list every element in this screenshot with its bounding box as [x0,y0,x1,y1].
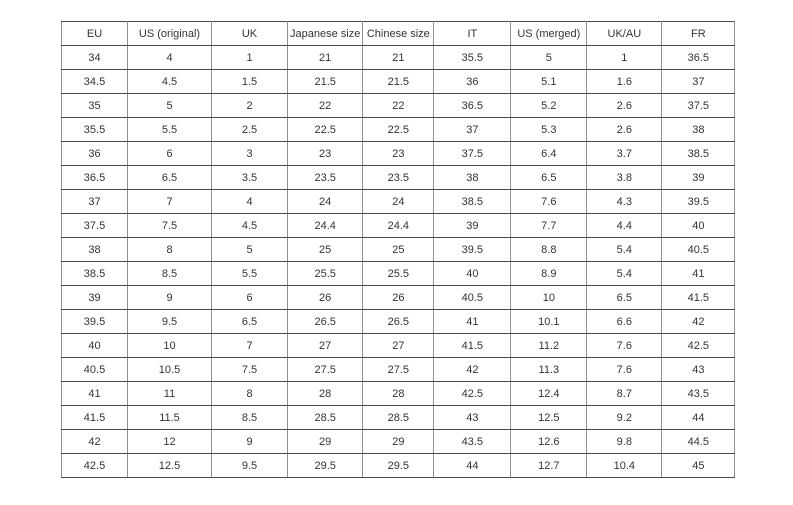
table-cell: 9.5 [212,454,288,478]
table-cell: 8.7 [587,382,662,406]
table-cell: 39 [434,214,511,238]
table-row [62,238,735,262]
table-cell: 43 [662,358,735,382]
table-cell: 38.5 [434,190,511,214]
table-cell: 3.8 [587,166,662,190]
table-cell: 38 [434,166,511,190]
table-cell: 28 [363,382,434,406]
table-cell: 10.4 [587,454,662,478]
table-cell: 44 [662,406,735,430]
table-row [62,46,735,70]
table-cell: 3 [212,142,288,166]
table-cell: 6.4 [511,142,587,166]
table-cell: 4.4 [587,214,662,238]
table-cell: 11.2 [511,334,587,358]
table-cell: 5.4 [587,238,662,262]
table-cell: 6.5 [511,166,587,190]
table-cell: 12.5 [511,406,587,430]
table-cell: 41 [662,262,735,286]
table-cell: 8.9 [511,262,587,286]
table-cell: 38.5 [662,142,735,166]
table-cell: 40 [662,214,735,238]
table-cell: 9.8 [587,430,662,454]
table-cell: 5 [128,94,212,118]
table-row [62,382,735,406]
table-cell: 7.5 [128,214,212,238]
table-cell: 5 [511,46,587,70]
table-cell: 40 [434,262,511,286]
table-cell: 7.6 [587,358,662,382]
table-row [62,430,735,454]
table-cell: 9 [128,286,212,310]
column-header: US (original) [128,22,212,46]
table-cell: 41 [434,310,511,334]
table-cell: 2.5 [212,118,288,142]
table-cell: 21.5 [363,70,434,94]
table-cell: 6.5 [212,310,288,334]
table-cell: 28 [288,382,363,406]
table-cell: 38 [62,238,128,262]
table-cell: 29.5 [363,454,434,478]
table-cell: 6 [212,286,288,310]
table-cell: 5.3 [511,118,587,142]
table-cell: 42 [62,430,128,454]
table-body [62,46,735,478]
column-header: IT [434,22,511,46]
table-cell: 37.5 [662,94,735,118]
table-cell: 8.8 [511,238,587,262]
table-cell: 3.5 [212,166,288,190]
table-cell: 10 [511,286,587,310]
table-cell: 22.5 [363,118,434,142]
table-cell: 36.5 [62,166,128,190]
table-cell: 42.5 [434,382,511,406]
table-cell: 44.5 [662,430,735,454]
table-cell: 41.5 [662,286,735,310]
table-cell: 42 [662,310,735,334]
table-cell: 24.4 [288,214,363,238]
table-cell: 6.6 [587,310,662,334]
table-cell: 10.1 [511,310,587,334]
table-cell: 25.5 [288,262,363,286]
table-cell: 4 [128,46,212,70]
table-cell: 21 [363,46,434,70]
column-header: Chinese size [363,22,434,46]
table-cell: 10.5 [128,358,212,382]
table-cell: 37 [662,70,735,94]
table-cell: 8.5 [128,262,212,286]
table-cell: 25 [288,238,363,262]
table-cell: 7 [128,190,212,214]
table-cell: 27 [288,334,363,358]
table-cell: 7.6 [587,334,662,358]
table-cell: 34.5 [62,70,128,94]
table-row [62,262,735,286]
table-cell: 11 [128,382,212,406]
shoe-size-conversion-table [61,21,735,478]
table-row [62,190,735,214]
table-cell: 7.5 [212,358,288,382]
table-cell: 7.7 [511,214,587,238]
table-cell: 12.7 [511,454,587,478]
table-cell: 7 [212,334,288,358]
table-cell: 24.4 [363,214,434,238]
table-cell: 39.5 [434,238,511,262]
header-row [62,22,735,46]
table-cell: 44 [434,454,511,478]
table-cell: 23 [288,142,363,166]
table-cell: 7.6 [511,190,587,214]
table-cell: 35 [62,94,128,118]
table-cell: 6.5 [128,166,212,190]
table-cell: 12.5 [128,454,212,478]
table-row [62,166,735,190]
table-row [62,406,735,430]
column-header: UK/AU [587,22,662,46]
table-cell: 26 [288,286,363,310]
table-cell: 22 [288,94,363,118]
table-cell: 2.6 [587,118,662,142]
table-cell: 4.5 [128,70,212,94]
table-cell: 21.5 [288,70,363,94]
table-cell: 1 [212,46,288,70]
table-cell: 8 [128,238,212,262]
table-cell: 9 [212,430,288,454]
table-cell: 37 [62,190,128,214]
table-cell: 1.5 [212,70,288,94]
table-cell: 42.5 [662,334,735,358]
table-cell: 4.3 [587,190,662,214]
table-cell: 39.5 [662,190,735,214]
table-cell: 36 [62,142,128,166]
table-cell: 27 [363,334,434,358]
table-cell: 1.6 [587,70,662,94]
table-cell: 29 [363,430,434,454]
table-cell: 23.5 [363,166,434,190]
table-cell: 21 [288,46,363,70]
table-cell: 11.5 [128,406,212,430]
table-cell: 1 [587,46,662,70]
table-cell: 12.6 [511,430,587,454]
table-cell: 28.5 [363,406,434,430]
table-cell: 5.5 [128,118,212,142]
table-cell: 22.5 [288,118,363,142]
table-cell: 12 [128,430,212,454]
table-cell: 41.5 [434,334,511,358]
table-cell: 41.5 [62,406,128,430]
table-cell: 40.5 [62,358,128,382]
table-cell: 37.5 [434,142,511,166]
table-cell: 12.4 [511,382,587,406]
table-cell: 5.4 [587,262,662,286]
table-cell: 5 [212,238,288,262]
table-cell: 45 [662,454,735,478]
table-cell: 39 [662,166,735,190]
table-cell: 3.7 [587,142,662,166]
column-header: Japanese size [288,22,363,46]
table-cell: 27.5 [363,358,434,382]
table-row [62,142,735,166]
table-row [62,286,735,310]
table-cell: 26 [363,286,434,310]
table-cell: 26.5 [288,310,363,334]
table-cell: 25 [363,238,434,262]
table-cell: 35.5 [434,46,511,70]
table-cell: 5.5 [212,262,288,286]
table-cell: 36 [434,70,511,94]
table-row [62,214,735,238]
table-cell: 5.2 [511,94,587,118]
table-row [62,94,735,118]
table-cell: 4.5 [212,214,288,238]
table-cell: 6.5 [587,286,662,310]
table-cell: 43 [434,406,511,430]
table-head [62,22,735,46]
table-cell: 36.5 [434,94,511,118]
table-cell: 43.5 [434,430,511,454]
table-cell: 29 [288,430,363,454]
table-cell: 38 [662,118,735,142]
table-cell: 42.5 [62,454,128,478]
table-cell: 28.5 [288,406,363,430]
table-cell: 5.1 [511,70,587,94]
table-cell: 41 [62,382,128,406]
table-cell: 11.3 [511,358,587,382]
table-cell: 25.5 [363,262,434,286]
table-cell: 40.5 [434,286,511,310]
table-cell: 22 [363,94,434,118]
table-cell: 9.5 [128,310,212,334]
table-cell: 40 [62,334,128,358]
table-cell: 34 [62,46,128,70]
table-cell: 42 [434,358,511,382]
table-cell: 29.5 [288,454,363,478]
table-row [62,358,735,382]
table-cell: 4 [212,190,288,214]
column-header: FR [662,22,735,46]
table-row [62,70,735,94]
table-cell: 39.5 [62,310,128,334]
table-cell: 9.2 [587,406,662,430]
column-header: EU [62,22,128,46]
table-cell: 8.5 [212,406,288,430]
column-header: US (merged) [511,22,587,46]
table-cell: 27.5 [288,358,363,382]
table-cell: 37 [434,118,511,142]
table-cell: 36.5 [662,46,735,70]
table-row [62,118,735,142]
table-cell: 8 [212,382,288,406]
table-cell: 24 [363,190,434,214]
table-row [62,454,735,478]
table-cell: 23.5 [288,166,363,190]
table-cell: 2.6 [587,94,662,118]
table-cell: 39 [62,286,128,310]
table-row [62,310,735,334]
table-cell: 40.5 [662,238,735,262]
table-cell: 6 [128,142,212,166]
column-header: UK [212,22,288,46]
table-cell: 37.5 [62,214,128,238]
table-cell: 38.5 [62,262,128,286]
table-cell: 26.5 [363,310,434,334]
table-cell: 2 [212,94,288,118]
table-cell: 43.5 [662,382,735,406]
table-cell: 35.5 [62,118,128,142]
table-row [62,334,735,358]
table-cell: 24 [288,190,363,214]
table-cell: 10 [128,334,212,358]
table-cell: 23 [363,142,434,166]
